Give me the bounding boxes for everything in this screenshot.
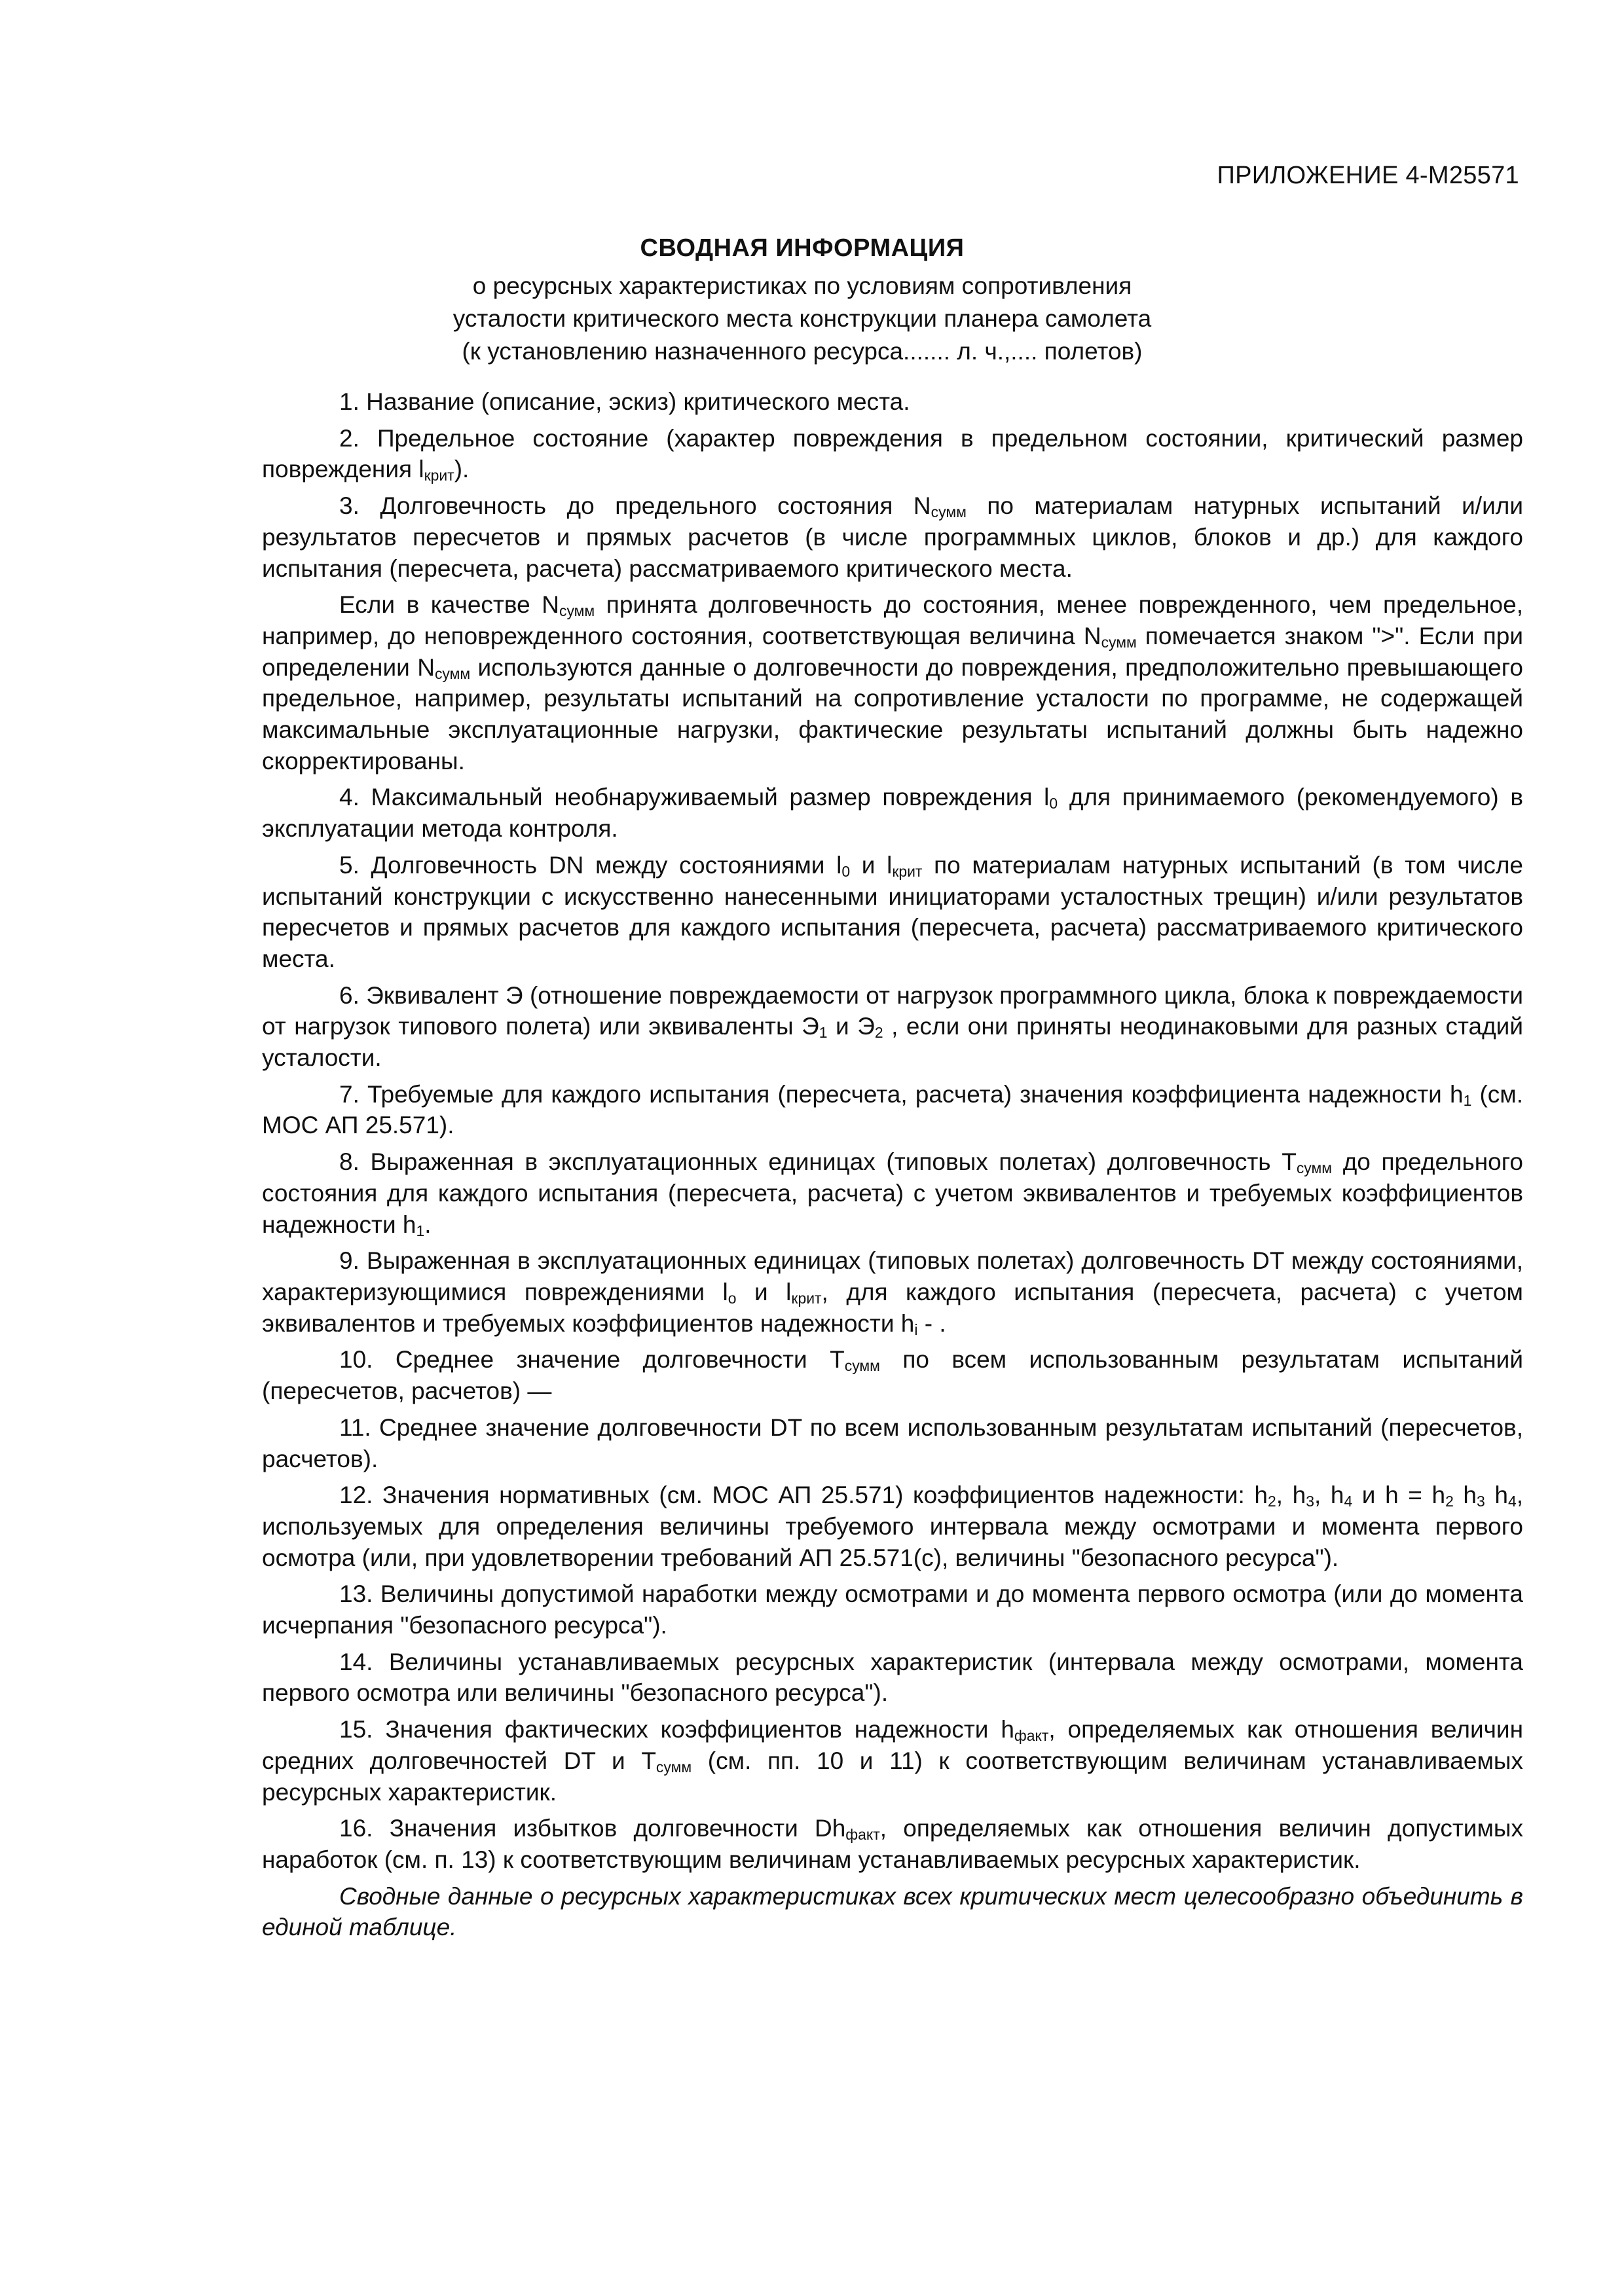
subscript: крит: [424, 467, 454, 484]
paragraph-1: 1. Название (описание, эскиз) критического места.: [339, 388, 910, 415]
subscript: сумм: [559, 602, 595, 620]
subscript: 2: [1267, 1493, 1276, 1510]
document-body: [262, 386, 1523, 1948]
subscript: крит: [892, 862, 923, 880]
subtitle-line-3: (к установлению назначенного ресурса....... л. ч.,.... полетов): [462, 338, 1143, 365]
document-title: СВОДНАЯ ИНФОРМАЦИЯ: [640, 234, 965, 262]
subscript: 1: [416, 1222, 425, 1239]
subscript: сумм: [434, 665, 471, 682]
subscript: 4: [1344, 1493, 1353, 1510]
paragraph-12: 11. Среднее значение долговечности DT по всем использованным результатам испытаний (пересчетов, расчетов).: [262, 1413, 1523, 1472]
subscript: 4: [1507, 1493, 1517, 1510]
subscript: 1: [1463, 1091, 1472, 1109]
paragraph-7: 6. Эквивалент Э (отношение повреждаемости от нагрузок программного цикла, блока к повреждаемости от нагрузок типового полета) или эквиваленты $Э_1$ и $Э_2$ , если они приняты неодинаковыми для разных стадий усталости.: [262, 981, 1523, 1072]
subscript: 3: [1306, 1493, 1314, 1510]
subscript: o: [728, 1290, 737, 1307]
subscript: крит: [791, 1290, 822, 1307]
subtitle-line-1: о ресурсных характеристиках по условиям сопротивления: [472, 272, 1132, 299]
subscript: сумм: [1296, 1159, 1333, 1177]
paragraph-9: 8. Выраженная в эксплуатационных единицах (типовых полетах) долговечность $T_{сумм}$ до предельного состояния для каждого испытания (пересчета, расчета) с учетом эквивалентов и требуемых коэффициентов надежности $h_1$.: [262, 1148, 1523, 1239]
subscript: сумм: [1101, 633, 1137, 651]
subscript: сумм: [931, 503, 967, 521]
paragraph-4: Если в качестве $N_{сумм}$ принята долговечность до состояния, менее поврежденного, чем предельное, например, до неповрежденного состояния, соответствующая величина $N_{сумм}$ помечается знаком ">". Если при определении $N_{сумм}$ используются данные о долговечности до повреждения, предположительно превышающего предельное, например, результаты испытаний на сопротивление усталости по программе, не содержащей максимальные эксплуатационные нагрузки, фактические результаты испытаний должны быть надежно скорректированы.: [262, 591, 1524, 774]
paragraph-13: 12. Значения нормативных (см. МОС АП 25.571) коэффициентов надежности: $h_2$, $h_3$, $h_4$ и $h = h_2$ $h_3$ $h_4$, используемых для определения величины требуемого интервала между осмотрами и момента первого осмотра (или, при удовлетворении требований АП 25.571(с), величины "безопасного ресурса").: [262, 1482, 1524, 1571]
paragraph-8: 7. Требуемые для каждого испытания (пересчета, расчета) значения коэффициента надежности $h_1$ (см. МОС АП 25.571).: [262, 1080, 1523, 1139]
paragraph-5: 4. Максимальный необнаруживаемый размер повреждения $l_0$ для принимаемого (рекомендуемого) в эксплуатации метода контроля.: [262, 784, 1523, 843]
paragraph-6: 5. Долговечность DN между состояниями $l_0$ и $l_{крит}$ по материалам натурных испытаний (в том числе испытаний конструкции с искусственно нанесенными инициаторами усталостных трещин) и/или результатов пересчетов и прямых расчетов для каждого испытания (пересчета, расчета) рассматриваемого критического места.: [262, 851, 1523, 972]
paragraph-17: 16. Значения избытков долговечности $Dh_{факт}$, определяемых как отношения величин допустимых наработок (см. п. 13) к соответствующим величинам устанавливаемых ресурсных характеристик.: [262, 1815, 1523, 1873]
paragraph-16: 15. Значения фактических коэффициентов надежности $h_{факт}$, определяемых как отношения величин средних долговечностей DT и $T_{сумм}$ (см. пп. 10 и 11) к соответствующим величинам устанавливаемых ресурсных характеристик.: [262, 1716, 1524, 1806]
subscript: 0: [1049, 795, 1058, 812]
paragraph-3: 3. Долговечность до предельного состояния $N_{сумм}$ по материалам натурных испытаний и/или результатов пересчетов и прямых расчетов (в числе программных циклов, блоков и др.) для каждого испытания (пересчета, расчета) рассматриваемого критического места.: [262, 492, 1523, 582]
subscript: 2: [874, 1024, 883, 1042]
subscript: 3: [1477, 1493, 1485, 1510]
paragraph-list: [262, 386, 1523, 1876]
subscript: сумм: [655, 1758, 692, 1776]
closing-note: Сводные данные о ресурсных характеристиках всех критических мест целесообразно объединить в единой таблице.: [262, 1882, 1523, 1941]
paragraph-11: 10. Среднее значение долговечности $T_{сумм}$ по всем использованным результатам испытаний (пересчетов, расчетов) —: [262, 1346, 1523, 1405]
paragraph-14: 13. Величины допустимой наработки между осмотрами и до момента первого осмотра (или до момента исчерпания "безопасного ресурса").: [262, 1580, 1523, 1639]
subtitle-line-2: усталости критического места конструкции планера самолета: [452, 305, 1152, 332]
subscript: 2: [1445, 1493, 1454, 1510]
paragraph-2: 2. Предельное состояние (характер повреждения в предельном состоянии, критический размер повреждения $l_{крит}$).: [262, 424, 1523, 484]
paragraph-10: 9. Выраженная в эксплуатационных единицах (типовых полетах) долговечность DT между состояниями, характеризующимися повреждениями $l_o$ и $l_{крит}$, для каждого испытания (пересчета, расчета) с учетом эквивалентов и требуемых коэффициентов надежности $h_i$ - .: [262, 1247, 1523, 1338]
subscript: факт: [1014, 1727, 1049, 1745]
subscript: 0: [841, 862, 851, 880]
title-block: [262, 230, 1342, 368]
subscript: сумм: [844, 1357, 880, 1375]
subscript: факт: [845, 1826, 880, 1844]
paragraph-15: 14. Величины устанавливаемых ресурсных характеристик (интервала между осмотрами, момента первого осмотра или величины "безопасного ресурса").: [262, 1648, 1523, 1707]
subscript: i: [914, 1321, 918, 1338]
appendix-label: ПРИЛОЖЕНИЕ 4-М25571: [1217, 162, 1519, 189]
subscript: 1: [819, 1024, 828, 1042]
